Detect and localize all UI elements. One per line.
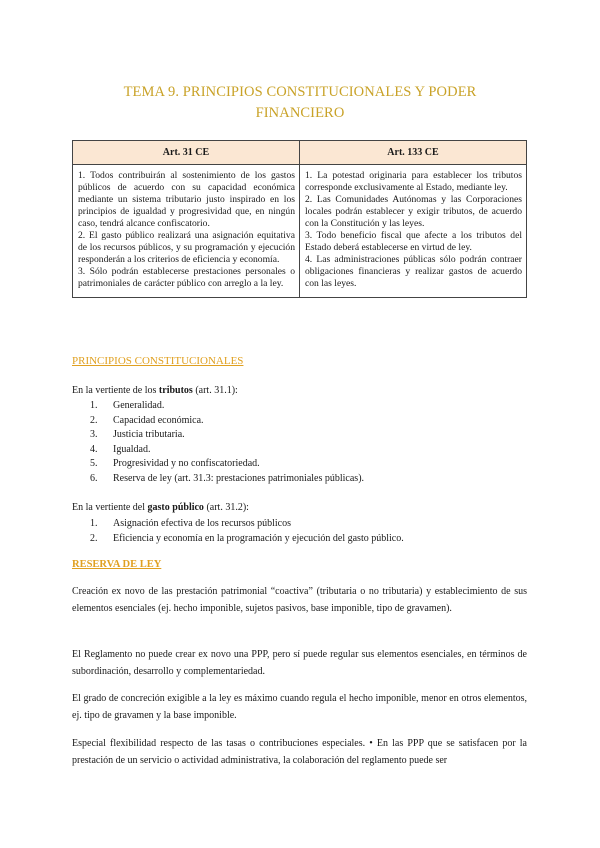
gasto-intro-bold: gasto público [147,502,204,513]
gasto-list [90,517,404,546]
art31-point-2: 2. El gasto público realizará una asignación equitativa de los recursos públicos, y su programación y ejecución responderán a los criterios de eficiencia y economía. [78,230,295,265]
art133-point-2: 2. Las Comunidades Autónomas y las Corporaciones locales podrán establecer y exigir tributos, de acuerdo con la Constitución y las leyes. [305,194,522,229]
tributos-intro-post: (art. 31.1): [192,385,238,396]
tributos-intro [72,385,238,396]
section-heading-reserva-de-ley: RESERVA DE LEY [72,559,162,570]
art133-point-4: 4. Las administraciones públicas sólo podrán contraer obligaciones financieras y realizar gastos de acuerdo con las leyes. [305,254,522,289]
list-item: 1. Asignación efectiva de los recursos públicos [90,518,292,529]
gasto-intro-pre: En la vertiente del [72,502,148,513]
art133-point-3: 3. Todo beneficio fiscal que afecte a los tributos del Estado deberá establecerse en virtud de ley. [305,230,522,253]
list-item: 2. Eficiencia y economía en la programación y ejecución del gasto público. [90,532,404,544]
list-item: 3. Justicia tributaria. [90,429,185,441]
table-header-art133: Art. 133 CE [300,141,527,165]
art133-cell [300,165,527,298]
list-item: 6. Reserva de ley (art. 31.3: prestaciones patrimoniales públicas). [90,472,365,484]
art31-point-3: 3. Sólo podrán establecerse prestaciones personales o patrimoniales de carácter público con arreglo a la ley. [78,266,295,289]
tributos-intro-pre: En la vertiente de los [72,385,159,396]
list-item: 4. Igualdad. [90,443,151,455]
articles-table [72,140,527,298]
page-title: TEMA 9. PRINCIPIOS CONSTITUCIONALES Y PODER FINANCIERO [123,83,477,121]
tributos-list [90,399,364,487]
gasto-intro-post: (art. 31.2): [203,502,249,513]
reserva-paragraph-1: Creación ex novo de las prestación patrimonial “coactiva” (tributaria o no tributaria) y establecimiento de sus elementos esenciales (ej. hecho imponible, sujetos pasivos, base imponible, tipo de gravamen). [72,586,527,614]
list-item: 5. Progresividad y no confiscatoriedad. [90,458,260,470]
table-header-art31: Art. 31 CE [73,141,300,165]
reserva-paragraph-4: Especial flexibilidad respecto de las tasas o contribuciones especiales. • En las PPP que se satisfacen por la prestación de un servicio o actividad administrativa, la colaboración del reglamento puede ser [72,738,527,766]
list-item: 2. Capacidad económica. [90,414,204,426]
reserva-paragraph-3: El grado de concreción exigible a la ley es máximo cuando regula el hecho imponible, menor en otros elementos, ej. tipo de gravamen y la base imponible. [72,693,527,721]
art31-point-1: 1. Todos contribuirán al sostenimiento de los gastos públicos de acuerdo con su capacidad económica mediante un sistema tributario justo inspirado en los principios de igualdad y progresividad que, en ningún caso, tendrá alcance confiscatorio. [78,170,295,229]
section-heading-principios: PRINCIPIOS CONSTITUCIONALES [72,355,244,367]
art31-cell [73,165,300,298]
tributos-intro-bold: tributos [158,385,193,396]
reserva-paragraph-2: El Reglamento no puede crear ex novo una PPP, pero sí puede regular sus elementos esenciales, en términos de subordinación, desarrollo y complementariedad. [72,649,527,677]
art133-point-1: 1. La potestad originaria para establecer los tributos corresponde exclusivamente al Estado, mediante ley. [305,170,522,193]
list-item: 1. Generalidad. [90,400,165,411]
gasto-intro [72,502,249,513]
